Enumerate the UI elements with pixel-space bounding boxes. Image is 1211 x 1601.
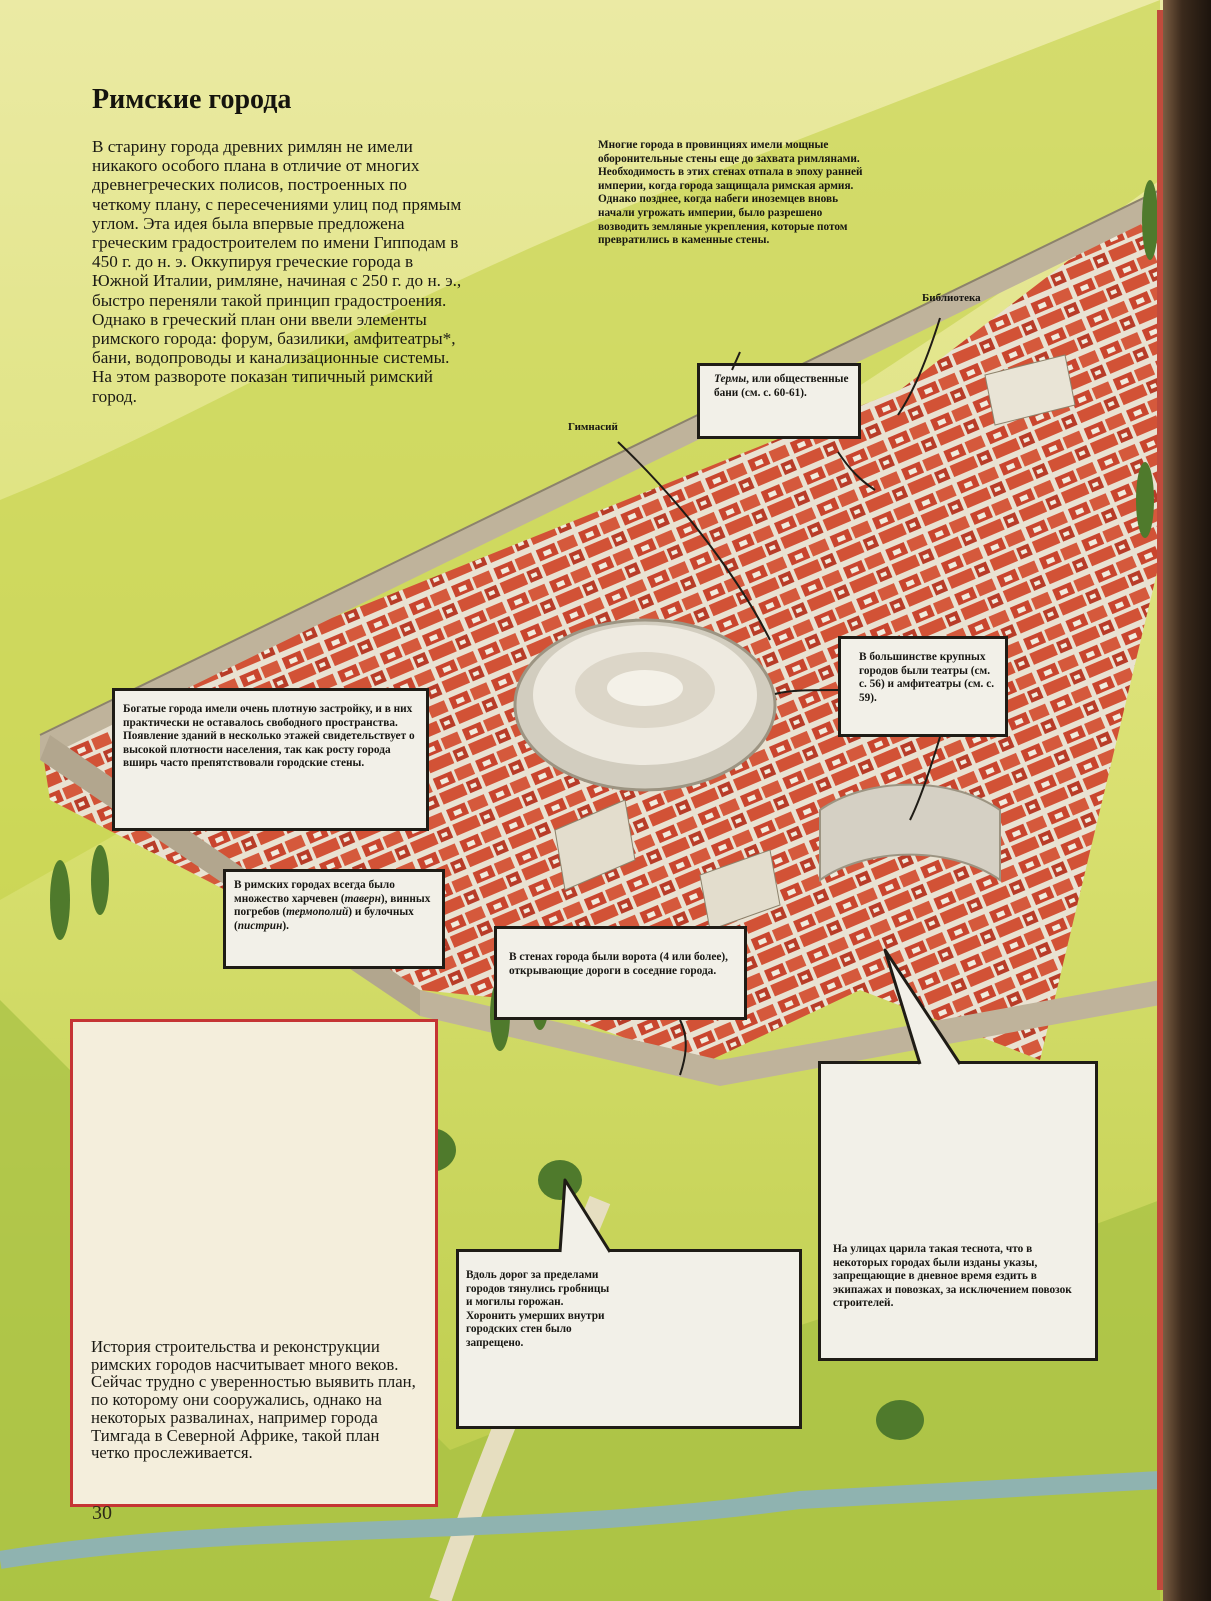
theatres-pointer-2 [910,737,940,820]
timgad-text: История строительства и реконструкции римских городов насчитывает много веков. Сейчас трудно с уверенностью выявить план, по которому они сооружались, однако на некоторых развалинах, например города Тимгада в Северной Африке, такой план четко прослеживается. [91,1337,416,1463]
page-title: Римские города [92,84,292,115]
gates-pointer [680,1020,686,1075]
tombs-text: Вдоль дорог за пределами городов тянулись гробницы и могилы горожан. Хоронить умерших внутри городских стен было запрещено. [466,1269,610,1349]
library-pointer [898,318,940,415]
baths-pointer [838,452,875,490]
gymnasium-label: Гимнасий [568,421,618,433]
baths-term: Термы [714,373,747,385]
taverns-text-3: ) и булочных ( [234,906,414,932]
tombs-pointer [560,1180,610,1252]
walls-note: Многие города в провинциях имели мощные оборонительные стены еще до захвата римлянами. Необходимость в этих стенах отпала в эпоху ранней империи, когда города защищала римская армия. Однако позднее, когда набеги иноземцев вновь начали угрожать империи, было разрешено возводить земляные укрепления, которые потом превратились в каменные стены. [598,139,863,247]
thermopolia-word: термополий [286,906,349,919]
walls-pointer [732,352,740,370]
library-label: Библиотека [922,292,981,304]
baths-text: , или общественные бани (см. с. 60-61). [714,373,849,399]
page-number: 30 [92,1502,112,1524]
taverns-text-4: ). [282,919,289,932]
theatres-callout: В большинстве крупных городов были театры (см. с. 56) и амфитеатры (см. с. 59). [838,636,1008,737]
taverns-text-2: ), винных погребов ( [234,892,431,919]
dense-building-callout: Богатые города имели очень плотную застройку, и в них практически не оставалось свободного пространства. Появление зданий в несколько этажей свидетельствует о высокой плотности населения, так как росту города вширь часто препятствовали городские стены. [112,688,429,831]
taverns-text-1: В римских городах всегда было множество харчевен ( [234,879,395,905]
traffic-text: На улицах царила такая теснота, что в некоторых городах были изданы указы, запрещающие в дневное время ездить в экипажах и повозках, за исключением повозок строителей. [833,1243,1072,1310]
taverns-word: таверн [344,892,381,905]
pistrina-word: пистрин [237,919,283,932]
gymnasium-pointer [618,442,770,640]
gates-callout: В стенах города были ворота (4 или более), открывающие дороги в соседние города. [494,926,747,1020]
theatres-pointer-1 [775,690,838,694]
traffic-pointer [885,950,960,1064]
intro-text: В старину города древних римлян не имели никакого особого плана в отличие от многих древнегреческих полисов, построенных по четкому плану, с пересечениями улиц под прямым углом. Эта идея была впервые предложена греческим градостроителем по имени Гипподам в 450 г. до н. э. Оккупируя греческие города в Южной Италии, римляне, начиная с 250 г. до н. э., быстро переняли такой принцип градостроения. Однако в греческий план они ввели элементы римского города: форум, базилики, амфитеатры*, бани, водопроводы и канализационные системы. На этом развороте показан типичный римский город. [92,137,462,406]
